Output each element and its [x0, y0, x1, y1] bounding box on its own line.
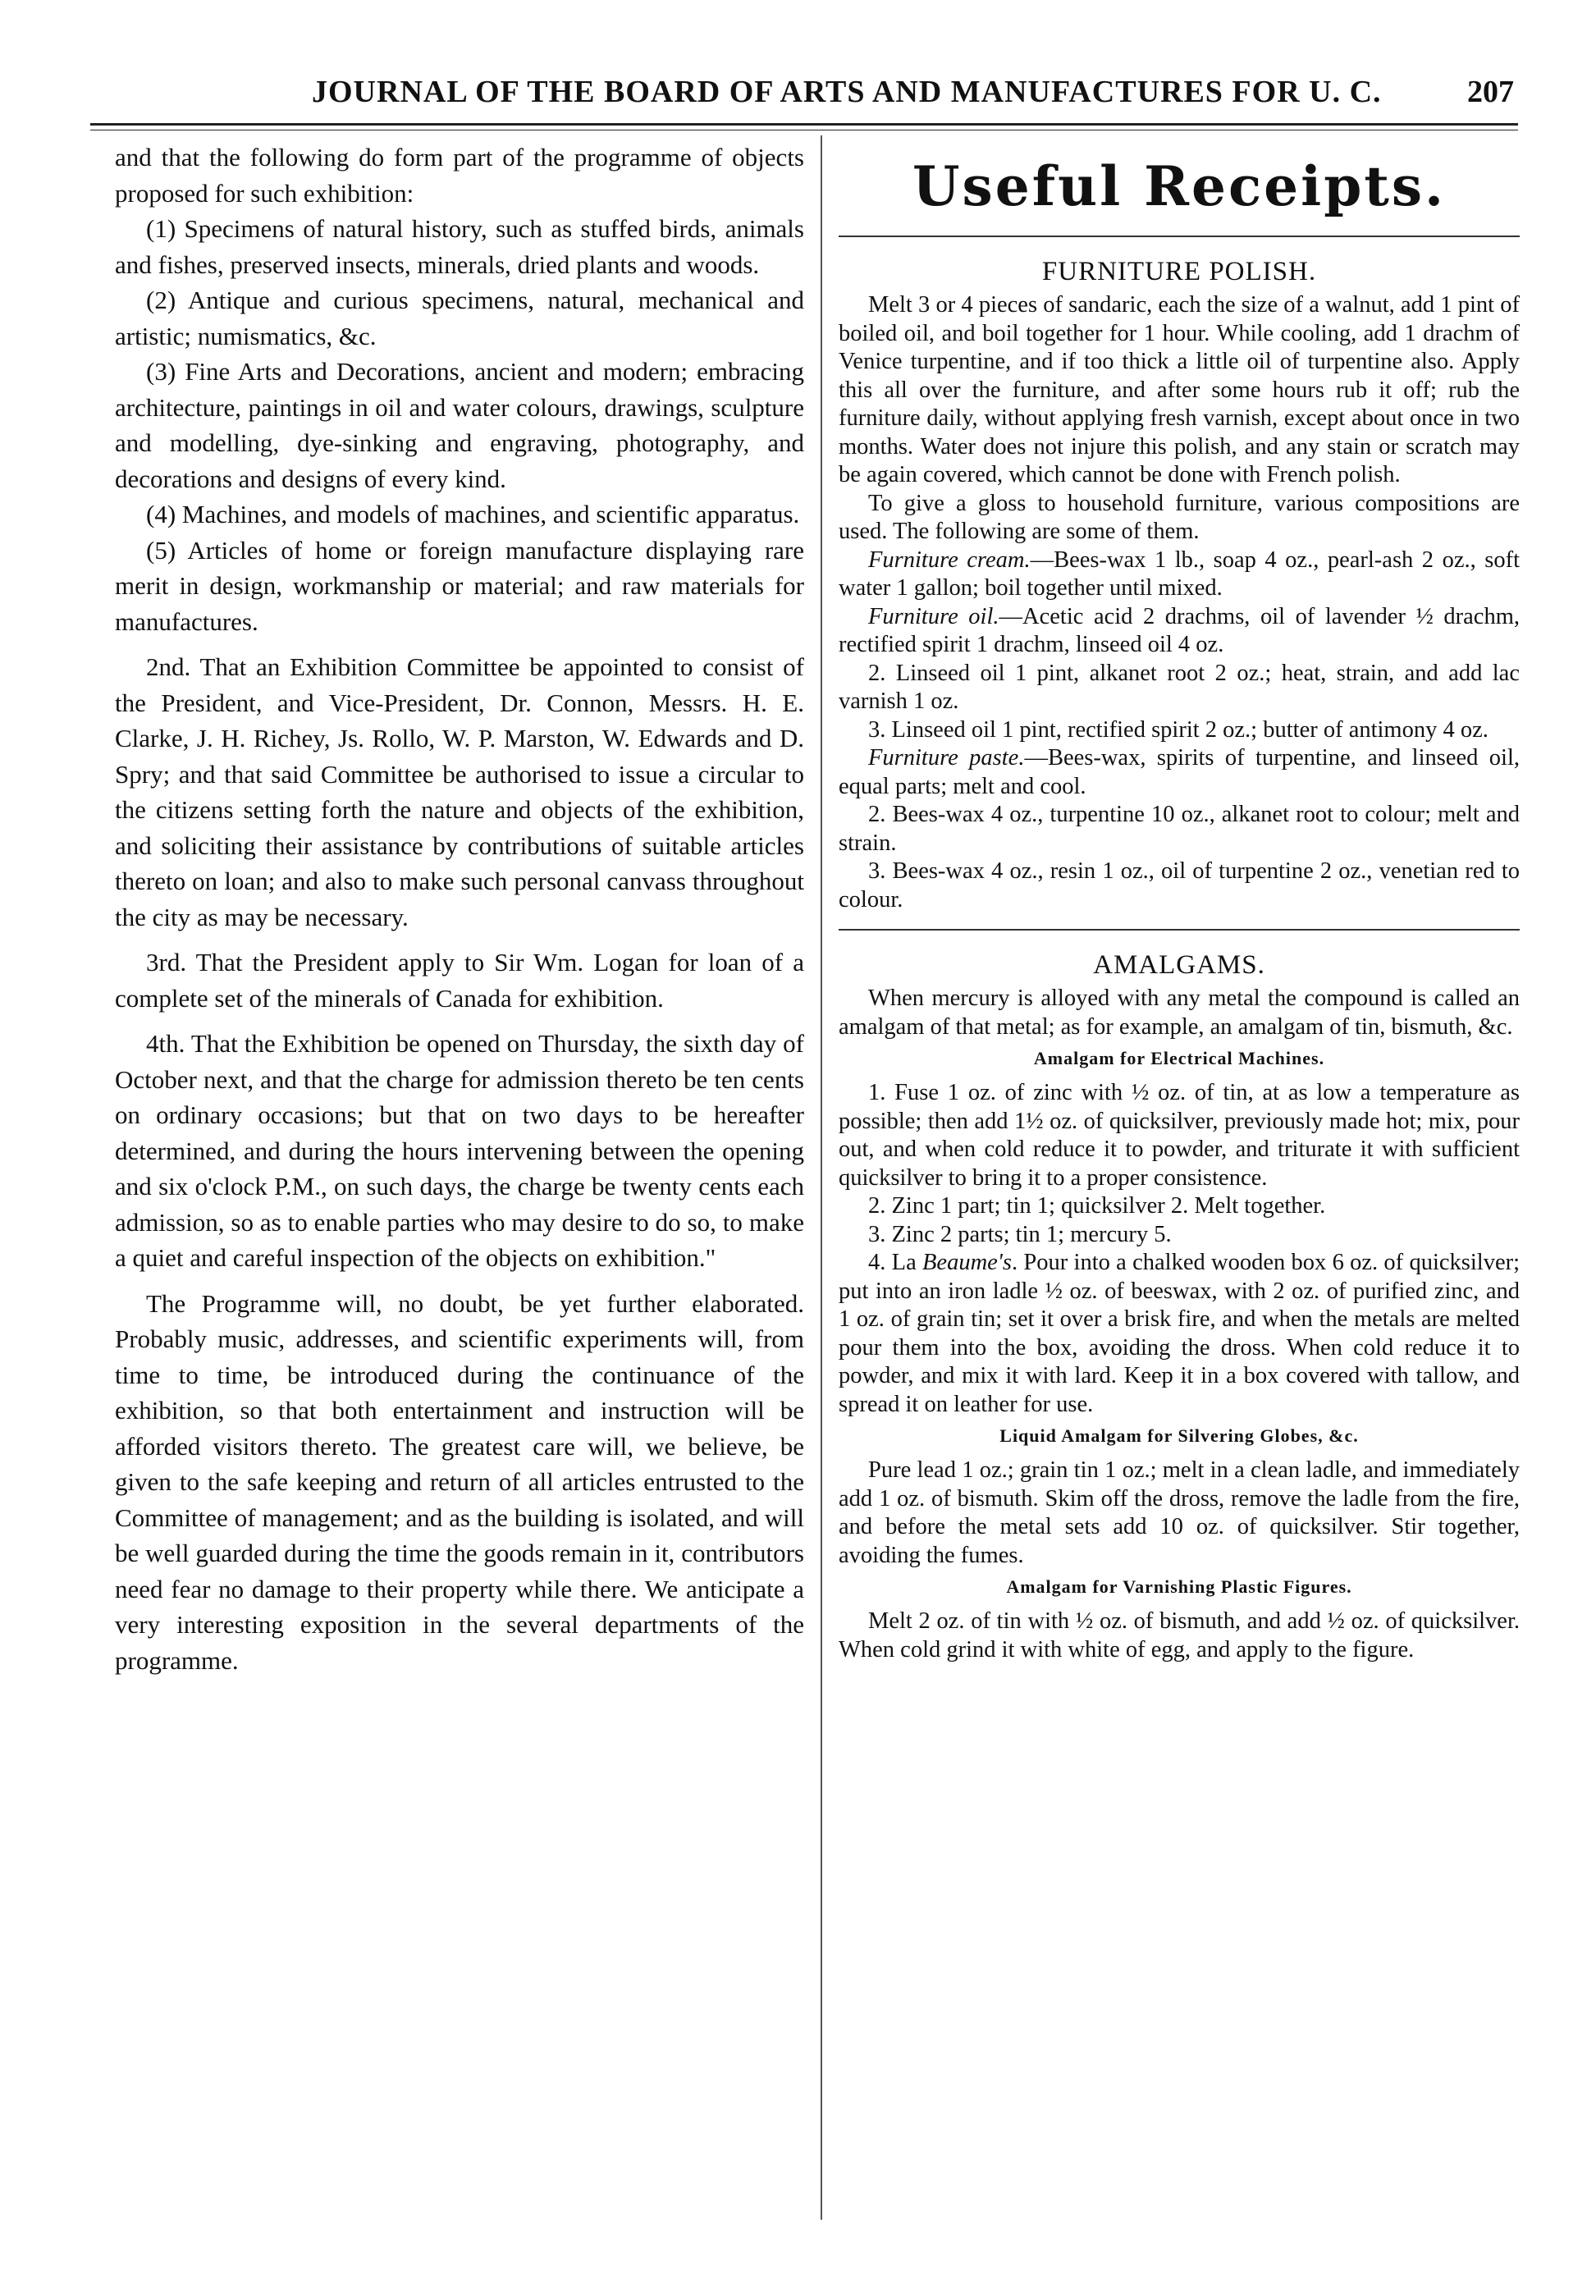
- right-column: [839, 135, 1520, 1664]
- recipe-label: Furniture cream.: [868, 547, 1031, 573]
- page-number: 207: [1467, 75, 1514, 109]
- paragraph: To give a gloss to household furniture, various compositions are used. The following are some of them.: [839, 490, 1520, 544]
- recipe-label: Furniture paste.: [868, 745, 1025, 771]
- paragraph: Melt 3 or 4 pieces of sandaric, each the size of a walnut, add 1 pint of boiled oil, and boil together for 1 hour. While cooling, add 1 drachm of Venice turpentine, and if too thick a little oil of turpentine also. Apply this all over the furniture, and after some hours rub it off; rub the furniture daily, without applying fresh varnish, except about once in two months. Water does not injure this polish, and any stain or scratch may be again covered, which cannot be done with French polish.: [839, 292, 1520, 487]
- amalgams-heading: AMALGAMS.: [1093, 950, 1265, 980]
- recipe-item: 3. Zinc 2 parts; tin 1; mercury 5.: [868, 1221, 1172, 1247]
- section-rule: [839, 236, 1520, 237]
- paragraph: (1) Specimens of natural history, such as stuffed birds, animals and fishes, preserved insects, minerals, dried plants and woods.: [115, 214, 804, 279]
- paragraph: (4) Machines, and models of machines, and scientific apparatus.: [146, 500, 800, 528]
- recipe-text: —Bees-wax 1 lb., soap 4 oz., pearl-ash 2 oz., soft water 1 gallon; boil together until mixed.: [839, 547, 1520, 601]
- paragraph: (3) Fine Arts and Decorations, ancient and modern; embracing architecture, paintings in oil and water colours, drawings, sculpture and modelling, dye-sinking and engraving, photography, and decorations and designs of every kind.: [115, 357, 804, 493]
- recipe-item: 1. Fuse 1 oz. of zinc with ½ oz. of tin, at as low a temperature as possible; then add 1½ oz. of quicksilver, previously made hot; mix, pour out, and when cold reduce it to powder, and triturate it with sufficient quicksilver to bring it to a proper consistence.: [839, 1080, 1520, 1191]
- paragraph: The Programme will, no doubt, be yet further elaborated. Probably music, addresses, and scientific experiments will, from time to time, be introduced during the continuance of the exhibition, so that both entertainment and instruction will be afforded visitors thereto. The greatest care will, we believe, be given to the safe keeping and return of all articles entrusted to the Committee of management; and as the building is isolated, and will be well guarded during the time the goods remain in it, contributors need fear no damage to their property while there. We anticipate a very interesting exposition in the several departments of the programme.: [115, 1288, 804, 1675]
- recipe-item: Melt 2 oz. of tin with ½ oz. of bismuth, and add ½ oz. of quicksilver. When cold grind it with white of egg, and apply to the figure.: [839, 1608, 1520, 1663]
- section-title: Useful Receipts.: [912, 154, 1446, 218]
- running-header: [115, 74, 1514, 115]
- recipe-item: [839, 1249, 1520, 1419]
- recipe-name: Beaume's: [922, 1250, 1012, 1275]
- subheading: Amalgam for Varnishing Plastic Figures.: [1006, 1576, 1352, 1597]
- recipe-furniture-oil: [839, 603, 1520, 660]
- recipe-item: 3. Bees-wax 4 oz., resin 1 oz., oil of turpentine 2 oz., venetian red to colour.: [839, 858, 1520, 912]
- paragraph: When mercury is alloyed with any metal the compound is called an amalgam of that metal; as for example, an amalgam of tin, bismuth, &c.: [839, 986, 1520, 1040]
- header-rule: [90, 123, 1518, 126]
- column-divider: [821, 135, 822, 2220]
- journal-title: JOURNAL OF THE BOARD OF ARTS AND MANUFACTURES FOR U. C.: [312, 75, 1382, 109]
- recipe-item: 2. Bees-wax 4 oz., turpentine 10 oz., alkanet root to colour; melt and strain.: [839, 802, 1520, 856]
- recipe-item: 2. Linseed oil 1 pint, alkanet root 2 oz.; heat, strain, and add lac varnish 1 oz.: [839, 660, 1520, 714]
- recipe-label: Furniture oil.: [868, 603, 999, 629]
- left-column: [115, 139, 804, 1678]
- paragraph: and that the following do form part of the programme of objects proposed for such exhibition:: [115, 143, 804, 208]
- paragraph: 4th. That the Exhibition be opened on Thursday, the sixth day of October next, and that the charge for admission thereto be ten cents on ordinary occasions; but that on two days to be hereafter determined, and during the hours intervening between the opening and six o'clock P.M., on such days, the charge be twenty cents each admission, so as to enable parties who may desire to do so, to make a quiet and careful inspection of the objects on exhibition.": [115, 1029, 804, 1272]
- paragraph: 2nd. That an Exhibition Committee be appointed to consist of the President, and Vice-President, Dr. Connon, Messrs. H. E. Clarke, J. H. Richey, Js. Rollo, W. P. Marston, W. Edwards and D. Spry; and that said Committee be authorised to issue a circular to the citizens setting forth the nature and objects of the exhibition, and soliciting their assistance by contributions of suitable articles thereto on loan; and also to make such personal canvass throughout the city as may be necessary.: [115, 652, 804, 931]
- recipe-item: 2. Zinc 1 part; tin 1; quicksilver 2. Melt together.: [868, 1193, 1326, 1219]
- subheading: Amalgam for Electrical Machines.: [1033, 1048, 1325, 1068]
- recipe-text: —Bees-wax, spirits of turpentine, and linseed oil, equal parts; melt and cool.: [839, 745, 1520, 799]
- recipe-text: —Acetic acid 2 drachms, oil of lavender ½ drachm, rectified spirit 1 drachm, linseed oil 4 oz.: [839, 603, 1521, 657]
- section-rule: [839, 929, 1520, 931]
- recipe-item: Pure lead 1 oz.; grain tin 1 oz.; melt in a clean ladle, and immediately add 1 oz. of bismuth. Skim off the dross, remove the ladle from the fire, and before the metal sets add 10 oz. of quicksilver. Stir together, avoiding the fumes.: [839, 1457, 1520, 1568]
- recipe-furniture-cream: [839, 547, 1520, 603]
- recipe-item: 3. Linseed oil 1 pint, rectified spirit 2 oz.; butter of antimony 4 oz.: [868, 716, 1489, 743]
- paragraph: (5) Articles of home or foreign manufacture displaying rare merit in design, workmanship or material; and raw materials for manufactures.: [115, 535, 804, 636]
- recipe-text: . Pour into a chalked wooden box 6 oz. of quicksilver; put into an iron ladle ½ oz. of beeswax, with 2 oz. of purified zinc, and 1 oz. of grain tin; set it over a brisk fire, and when the metals are melted pour them into the box, avoiding the dross. When cold reduce it to powder, and mix it with lard. Keep it in a box covered with tallow, and spread it on leather for use.: [839, 1250, 1520, 1417]
- paragraph: 3rd. That the President apply to Sir Wm. Logan for loan of a complete set of the minerals of Canada for exhibition.: [115, 948, 804, 1013]
- furniture-polish-heading: FURNITURE POLISH.: [1041, 257, 1317, 286]
- paragraph: (2) Antique and curious specimens, natural, mechanical and artistic; numismatics, &c.: [115, 286, 804, 350]
- recipe-prefix: 4. La: [868, 1250, 923, 1275]
- subheading: Liquid Amalgam for Silvering Globes, &c.: [999, 1425, 1359, 1446]
- recipe-furniture-paste: [839, 744, 1520, 801]
